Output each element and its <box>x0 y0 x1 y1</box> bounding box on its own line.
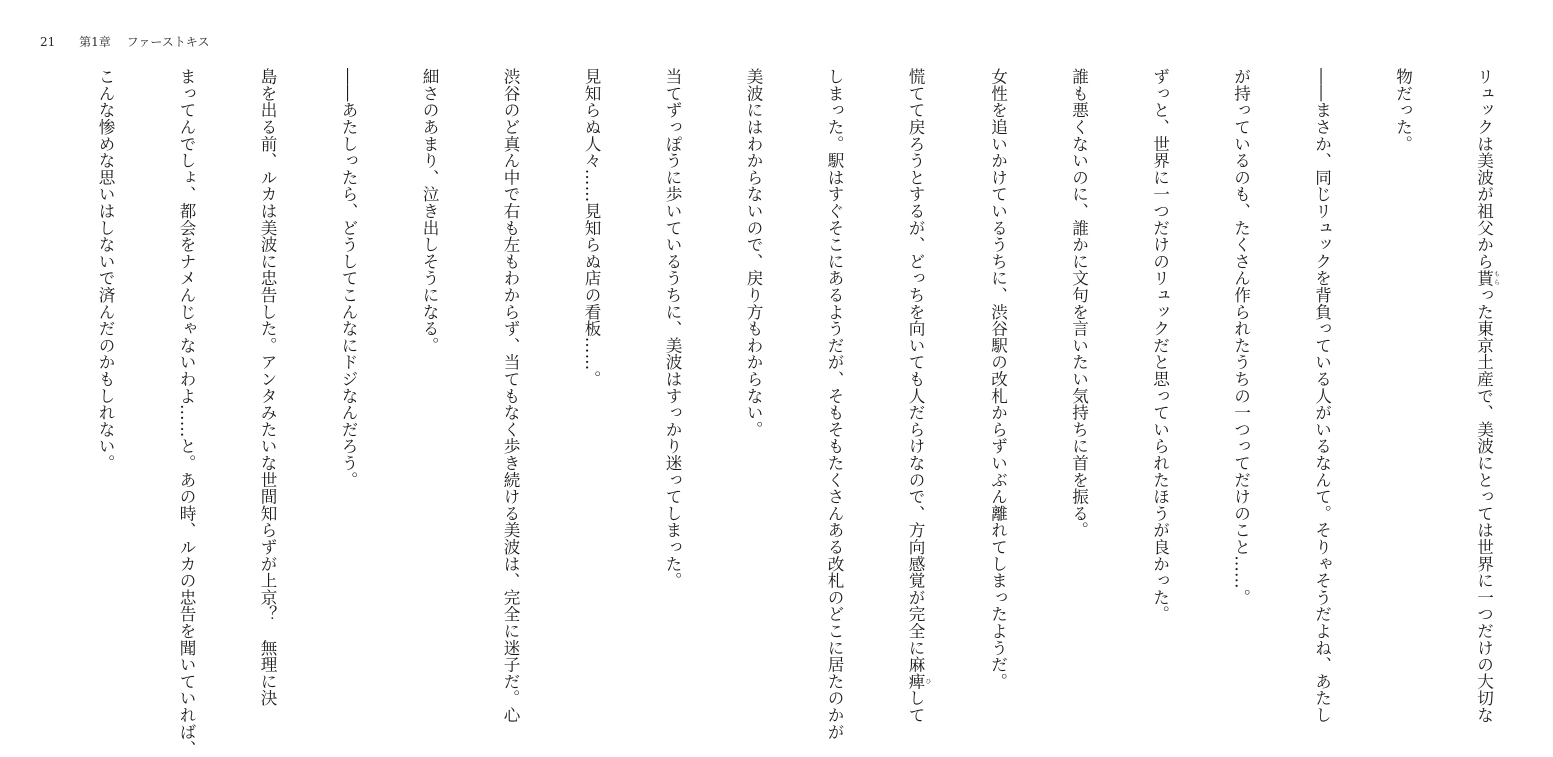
furigana: 痺 ひ <box>906 672 931 690</box>
text-column: 当てずっぽうに歩いているうちに、美波はすっかり迷ってしまった。 <box>663 68 682 589</box>
text-column: 物だった。 <box>1393 68 1413 152</box>
running-header <box>40 34 210 50</box>
text-column: ――まさか、同じリュックを背負っている人がいるなんて。そりゃそうだよね、あたし <box>1312 68 1332 724</box>
text-column: 島を出る前、ルカは美波に忠告した。アンタみたいな世間知らずが上京？ 無理に決 <box>258 68 277 707</box>
text-column: 渋谷のど真ん中で右も左もわからず、当てもなく歩き続ける美波は、完全に迷子だ。心 <box>501 68 520 724</box>
text-column: しまった。駅はすぐそこにあるようだが、そもそもたくさんある改札のどこに居たのかが <box>825 68 844 740</box>
text-column: ずっと、世界に一つだけのリュックだと思っていられたほうが良かった。 <box>1150 68 1170 623</box>
vertical-text-columns <box>38 68 1553 757</box>
chapter-label: 第1章 <box>79 35 111 49</box>
chapter-title: ファーストキス <box>126 35 210 49</box>
text-column: ――あたしったら、どうしてこんなにドジなんだろう。 <box>339 68 358 488</box>
text-column: 慌てて戻ろうとするが、どっちを向いても人だらけなので、方向感覚が完全に麻痺 ひして <box>906 68 931 724</box>
text-column: まってんでしょ、都会をナメんじゃないわよ……と。あの時、ルカの忠告を聞いていれば、 <box>177 68 196 757</box>
text-column: リュックは美波が祖父から貰 もらった東京土産で、美波にとっては世界に一つだけの大切な <box>1474 68 1500 724</box>
text-column: 美波にはわからないので、戻り方もわからない。 <box>744 68 763 438</box>
furigana: 貰 もら <box>1474 269 1500 287</box>
text-column: 細さのあまり、泣き出しそうになる。 <box>420 68 439 354</box>
text-column: 女性を追いかけているうちに、渋谷駅の改札からずいぶん離れてしまったようだ。 <box>988 68 1008 690</box>
text-column: が持っているのも、たくさん作られたうちの一つってだけのこと……。 <box>1231 68 1251 606</box>
page-number: 21 <box>40 35 56 49</box>
body-text <box>38 68 1500 757</box>
text-column: 見知らぬ人々……見知らぬ店の看板……。 <box>582 68 601 388</box>
text-column: 誰も悪くないのに、誰かに文句を言いたい気持ちに首を振る。 <box>1069 68 1089 539</box>
text-column: こんな惨めな思いはしないで済んだのかもしれない。 <box>96 68 115 472</box>
